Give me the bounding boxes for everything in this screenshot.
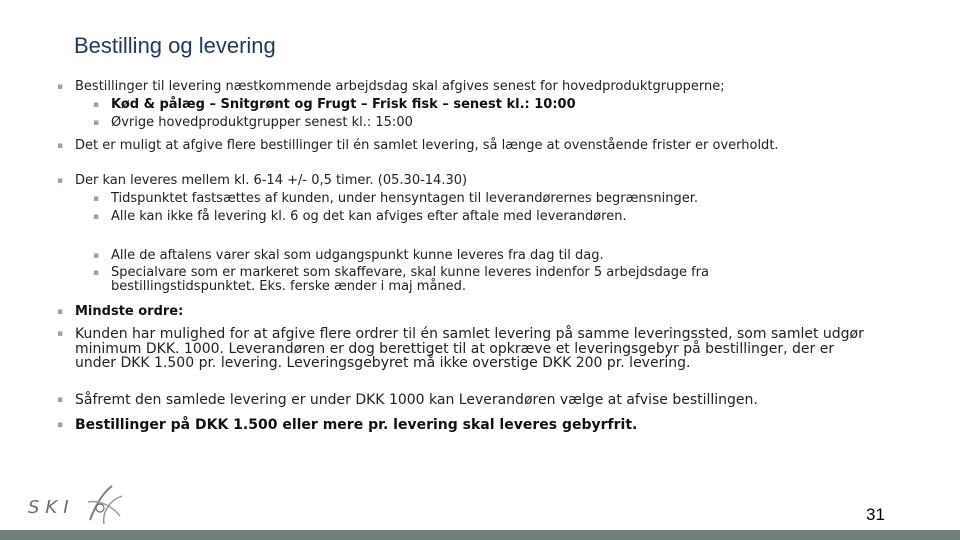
ski-logo <box>26 480 126 528</box>
bullet-text: Specialvare som er markeret som skaffevare, skal kunne leveres indenfor 5 arbejdsdage fra bestillingstidspunktet. Eks. ferske ænder i maj måned. <box>111 265 709 294</box>
bullet-text: Der kan leveres mellem kl. 6-14 +/- 0,5 timer. (05.30-14.30) <box>75 173 468 188</box>
bullet-text: Bestillinger til levering næstkommende arbejdsdag skal afgives senest for hovedproduktgrupperne; <box>75 79 725 94</box>
slide-title: Bestilling og levering <box>74 33 276 58</box>
logo-swirl-icon <box>80 480 126 526</box>
bullet-text: Alle de aftalens varer skal som udgangspunkt kunne leveres fra dag til dag. <box>111 248 604 263</box>
bullet-marker: ▪ <box>57 420 64 430</box>
bullet-text: Kunden har mulighed for at afgive flere ordrer til én samlet levering på samme leveringssted, som samlet udgør minimum DKK. 1000. Leverandøren er dog berettiget til at opkræve et leveringsgebyr på bestillinger, der er under DKK 1.500 pr. levering. Leveringsgebyret må ikke overstige DKK 200 pr. levering. <box>75 326 864 371</box>
bullet-marker: ▪ <box>93 194 100 204</box>
bullet-marker: ▪ <box>57 141 64 151</box>
bullet-text: Såfremt den samlede levering er under DKK 1000 kan Leverandøren vælge at afvise bestillingen. <box>75 392 758 408</box>
bullet-text: Øvrige hovedproduktgrupper senest kl.: 15:00 <box>111 115 413 130</box>
bullet-marker: ▪ <box>93 100 100 110</box>
bullet-marker: ▪ <box>93 212 100 222</box>
bullet-text: Tidspunktet fastsættes af kunden, under hensyntagen til leverandørernes begrænsninger. <box>111 191 698 206</box>
page-number: 31 <box>866 505 885 524</box>
footer-bar <box>0 530 960 540</box>
bullet-marker: ▪ <box>57 82 64 92</box>
bullet-marker: ▪ <box>57 176 64 186</box>
bullet-marker: ▪ <box>57 395 64 405</box>
bullet-text: Alle kan ikke få levering kl. 6 og det kan afviges efter aftale med leverandøren. <box>111 209 627 224</box>
bullet-text: Bestillinger på DKK 1.500 eller mere pr. levering skal leveres gebyrfrit. <box>75 417 638 433</box>
bullet-text: Det er muligt at afgive flere bestillinger til én samlet levering, så længe at ovenstående frister er overholdt. <box>75 138 779 153</box>
bullet-marker: ▪ <box>57 329 64 339</box>
bullet-text: Mindste ordre: <box>75 304 184 319</box>
logo-wordmark: SKI <box>28 497 75 518</box>
bullet-marker: ▪ <box>57 307 64 317</box>
bullet-marker: ▪ <box>93 268 100 278</box>
bullet-marker: ▪ <box>93 251 100 261</box>
bullet-marker: ▪ <box>93 118 100 128</box>
bullet-text: Kød & pålæg – Snitgrønt og Frugt – Frisk fisk – senest kl.: 10:00 <box>111 97 576 112</box>
